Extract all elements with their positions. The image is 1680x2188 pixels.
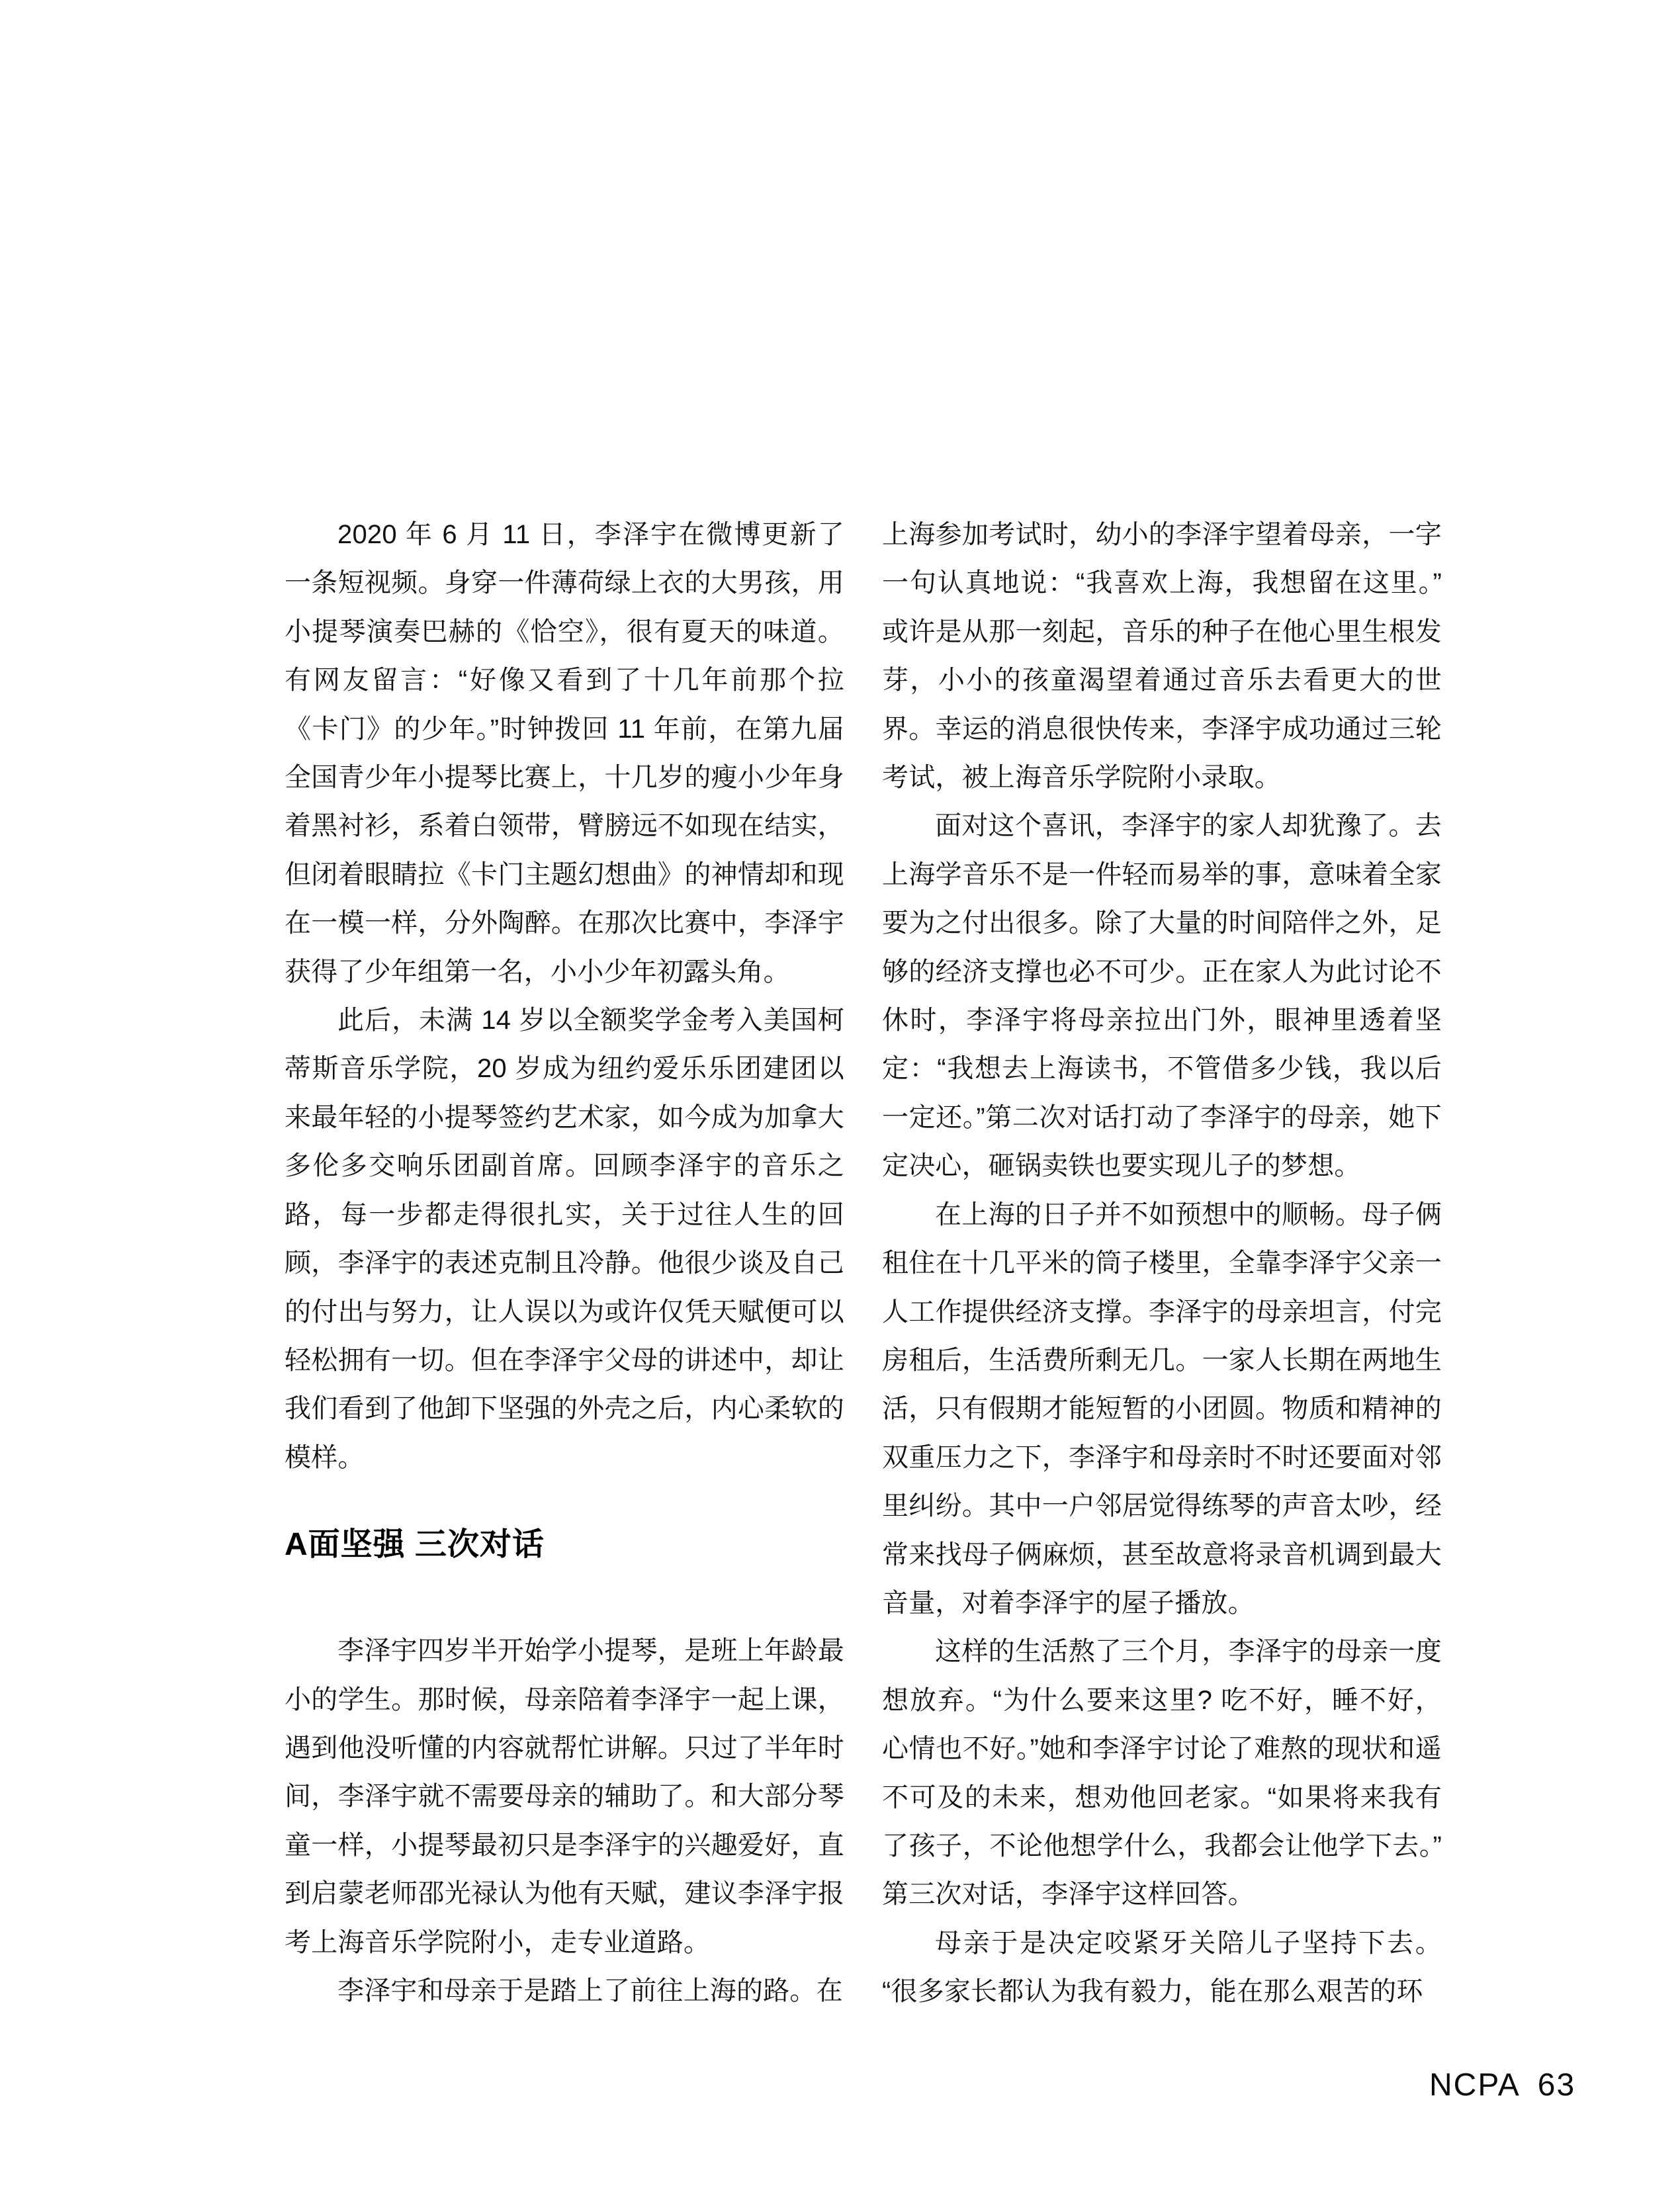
section-heading: A面坚强 三次对话 xyxy=(285,1527,545,1563)
article-paragraph: 母亲于是决定咬紧牙关陪儿子坚持下去。“很多家长都认为我有毅力，能在那么艰苦的环 xyxy=(882,1928,1442,2007)
journal-label: NCPA xyxy=(1429,2068,1521,2103)
article-paragraph: 在上海的日子并不如预想中的顺畅。母子俩租住在十几平米的筒子楼里，全靠李泽宇父亲一人工作提供经济支撑。李泽宇的母亲坦言，付完房租后，生活费所剩无几。一家人长期在两地生活，只有假期才能短暂的小团圆。物质和精神的双重压力之下，李泽宇和母亲时不时还要面对邻里纠纷。其中一户邻居觉得练琴的声音太吵，经常来找母子俩麻烦，甚至故意将录音机调到最大音量，对着李泽宇的屋子播放。 xyxy=(882,1200,1442,1618)
article-paragraph: 此后，未满 14 岁以全额奖学金考入美国柯蒂斯音乐学院，20 岁成为纽约爱乐乐团建团以来最年轻的小提琴签约艺术家，如今成为加拿大多伦多交响乐团副首席。回顾李泽宇的音乐之路，每一步都走得很扎实，关于过往人生的回顾，李泽宇的表述克制且冷静。他很少谈及自己的付出与努力，让人误以为或许仅凭天赋便可以轻松拥有一切。但在李泽宇父母的讲述中，却让我们看到了他卸下坚强的外壳之后，内心柔软的模样。 xyxy=(285,1006,844,1472)
article-paragraph: 李泽宇四岁半开始学小提琴，是班上年龄最小的学生。那时候，母亲陪着李泽宇一起上课，遇到他没听懂的内容就帮忙讲解。只过了半年时间，李泽宇就不需要母亲的辅助了。和大部分琴童一样，小提琴最初只是李泽宇的兴趣爱好，直到启蒙老师邵光禄认为他有天赋，建议李泽宇报考上海音乐学院附小，走专业道路。 xyxy=(285,1636,844,1957)
page-footer xyxy=(1429,2068,1575,2103)
article-paragraph: 这样的生活熬了三个月，李泽宇的母亲一度想放弃。“为什么要来这里? 吃不好，睡不好，心情也不好。”她和李泽宇讨论了难熬的现状和遥不可及的未来，想劝他回老家。“如果将来我有了孩子，不论他想学什么，我都会让他学下去。”第三次对话，李泽宇这样回答。 xyxy=(882,1637,1442,1909)
article-paragraph: 2020 年 6 月 11 日，李泽宇在微博更新了一条短视频。身穿一件薄荷绿上衣的大男孩，用小提琴演奏巴赫的《恰空》，很有夏天的味道。有网友留言：“好像又看到了十几年前那个拉《卡门》的少年。”时钟拨回 11 年前，在第九届全国青少年小提琴比赛上，十几岁的瘦小少年身着黑衬衫，系着白领带，臂膀远不如现在结实，但闭着眼睛拉《卡门主题幻想曲》的神情却和现在一模一样，分外陶醉。在那次比赛中，李泽宇获得了少年组第一名，小小少年初露头角。 xyxy=(285,520,844,986)
article-paragraph: 李泽宇和母亲于是踏上了前往上海的路。在 xyxy=(337,1976,843,2005)
article-paragraph: 上海参加考试时，幼小的李泽宇望着母亲，一字一句认真地说：“我喜欢上海，我想留在这里。”或许是从那一刻起，音乐的种子在他心里生根发芽，小小的孩童渴望着通过音乐去看更大的世界。幸运的消息很快传来，李泽宇成功通过三轮考试，被上海音乐学院附小录取。 xyxy=(882,520,1442,793)
page-number: 63 xyxy=(1537,2068,1576,2103)
article-paragraph: 面对这个喜讯，李泽宇的家人却犹豫了。去上海学音乐不是一件轻而易举的事，意味着全家要为之付出很多。除了大量的时间陪伴之外，足够的经济支撑也必不可少。正在家人为此讨论不休时，李泽宇将母亲拉出门外，眼神里透着坚定：“我想去上海读书，不管借多少钱，我以后一定还。”第二次对话打动了李泽宇的母亲，她下定决心，砸锅卖铁也要实现儿子的梦想。 xyxy=(882,811,1442,1181)
article-column-left xyxy=(285,511,844,2015)
article-column-right xyxy=(882,511,1442,2017)
